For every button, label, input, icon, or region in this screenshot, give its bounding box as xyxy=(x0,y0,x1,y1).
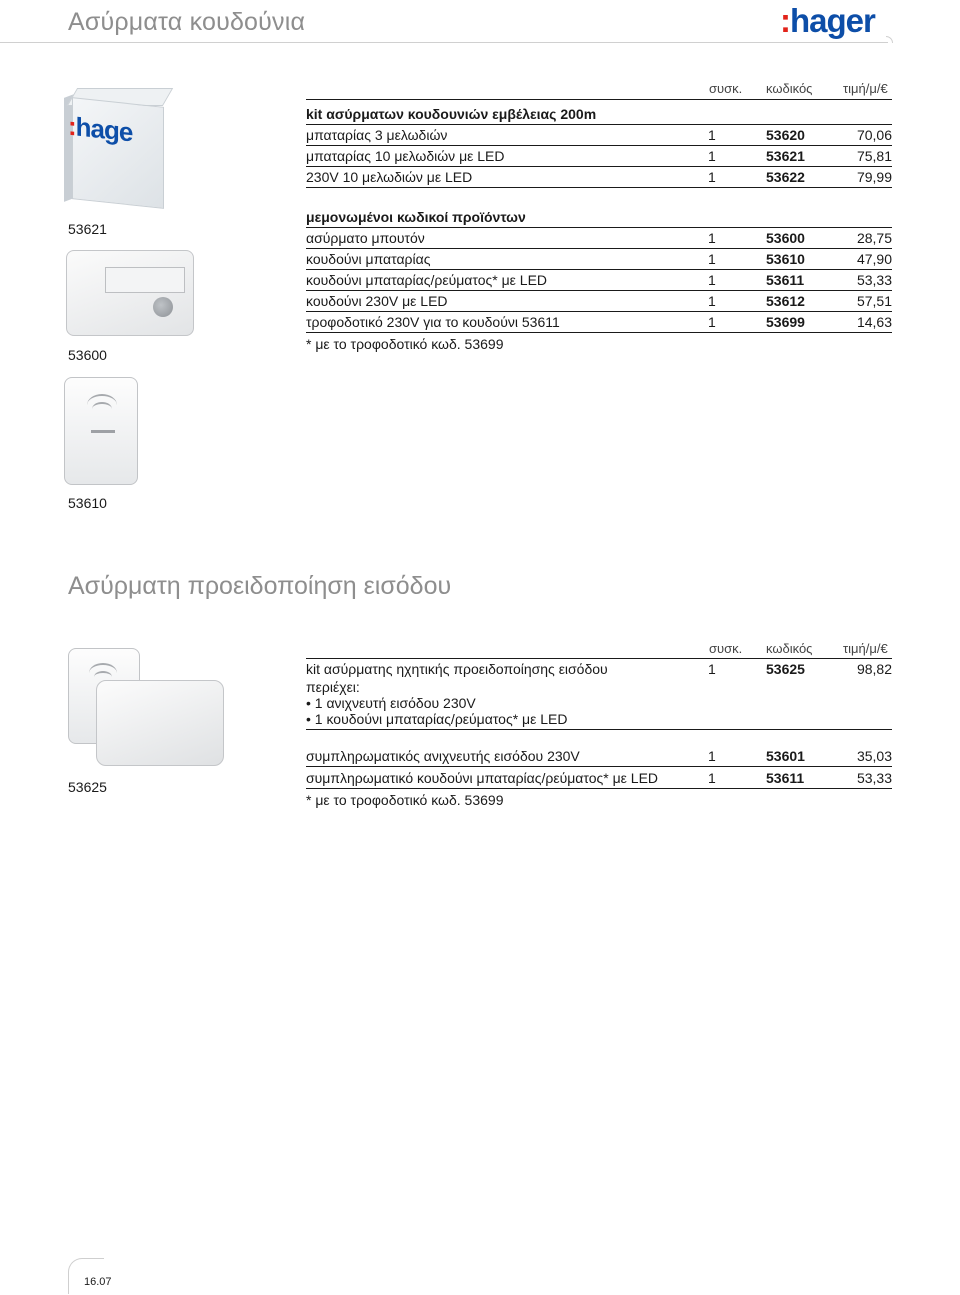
row-code: 53620 xyxy=(766,127,805,143)
row-qty: 1 xyxy=(708,272,716,288)
single-heading: μεμονωμένοι κωδικοί προϊόντων xyxy=(306,209,526,225)
row-code: 53611 xyxy=(766,272,805,288)
col-head-code: κωδικός xyxy=(766,641,813,656)
row-qty: 1 xyxy=(708,251,716,267)
figure-label-entry-kit: 53625 xyxy=(68,779,107,795)
row-qty: 1 xyxy=(708,127,716,143)
row-desc: κουδούνι μπαταρίας xyxy=(306,251,431,267)
row-desc: μπαταρίας 10 μελωδιών με LED xyxy=(306,148,505,164)
kit-box-image xyxy=(64,84,176,206)
chime-53621-image xyxy=(66,250,194,336)
row-price: 47,90 xyxy=(856,251,892,267)
table-row xyxy=(306,291,892,312)
name-slot xyxy=(105,267,185,293)
single-heading-row xyxy=(306,207,892,228)
footnote: * με το τροφοδοτικό κωδ. 53699 xyxy=(306,792,504,808)
figure-label-battery-chime: 53610 xyxy=(68,495,107,511)
row-desc: κουδούνι 230V με LED xyxy=(306,293,448,309)
row-qty: 1 xyxy=(708,314,716,330)
logo-text: hager xyxy=(790,2,875,39)
row-desc: κουδούνι μπαταρίας/ρεύματος* με LED xyxy=(306,272,548,288)
row-code: 53611 xyxy=(766,770,805,786)
kit-heading-row xyxy=(306,104,892,125)
row-desc: τροφοδοτικό 230V για το κουδούνι 53611 xyxy=(306,314,560,330)
row-code: 53621 xyxy=(766,148,805,164)
row-desc: 230V 10 μελωδιών με LED xyxy=(306,169,473,185)
table-row xyxy=(306,312,892,333)
table-row xyxy=(306,146,892,167)
page-number: 16.07 xyxy=(84,1276,112,1288)
row-price: 53,33 xyxy=(856,770,892,786)
footnote: * με το τροφοδοτικό κωδ. 53699 xyxy=(306,336,504,352)
table-row xyxy=(306,270,892,291)
kit-heading: kit ασύρματων κουδουνιών εμβέλειας 200m xyxy=(306,106,597,122)
led-bar xyxy=(91,430,115,433)
table-row xyxy=(306,768,892,789)
contains-item: • 1 ανιχνευτή εισόδου 230V xyxy=(306,695,476,711)
row-code: 53622 xyxy=(766,169,805,185)
box-logo: :hage xyxy=(68,110,133,148)
figure-label-chime: 53621 xyxy=(68,221,107,237)
contains-item: • 1 κουδούνι μπαταρίας/ρεύματος* με LED xyxy=(306,711,568,727)
col-head-price: τιμή/μ/€ xyxy=(843,641,888,656)
col-head-qty: συσκ. xyxy=(709,81,743,96)
row-qty: 1 xyxy=(708,169,716,185)
col-head-price: τιμή/μ/€ xyxy=(843,81,888,96)
header-rule xyxy=(0,42,888,43)
table-row xyxy=(306,125,892,146)
col-head-code: κωδικός xyxy=(766,81,813,96)
section-title: Ασύρματη προειδοποίηση εισόδου xyxy=(68,572,452,600)
row-price: 98,82 xyxy=(856,661,892,677)
row-code: 53610 xyxy=(766,251,805,267)
row-price: 28,75 xyxy=(856,230,892,246)
row-desc: συμπληρωματικός ανιχνευτής εισόδου 230V xyxy=(306,748,580,764)
row-price: 79,99 xyxy=(856,169,892,185)
table-row xyxy=(306,249,892,270)
figure-label-button: 53600 xyxy=(68,347,107,363)
contains-label: περιέχει: xyxy=(306,679,360,695)
row-qty: 1 xyxy=(708,748,716,764)
row-qty: 1 xyxy=(708,148,716,164)
entry-chime-image xyxy=(96,680,224,766)
chime-button xyxy=(153,297,173,317)
row-desc: ασύρματο μπουτόν xyxy=(306,230,425,246)
row-code: 53625 xyxy=(766,661,805,677)
hager-logo: :hager xyxy=(780,2,875,39)
kit-rule xyxy=(306,729,892,730)
row-qty: 1 xyxy=(708,770,716,786)
table-row xyxy=(306,659,892,680)
col-head-qty: συσκ. xyxy=(709,641,743,656)
table-row xyxy=(306,167,892,188)
row-price: 53,33 xyxy=(856,272,892,288)
row-qty: 1 xyxy=(708,293,716,309)
row-price: 75,81 xyxy=(856,148,892,164)
row-qty: 1 xyxy=(708,661,716,677)
row-code: 53600 xyxy=(766,230,805,246)
row-desc: kit ασύρματης ηχητικής προειδοποίησης εισόδου xyxy=(306,661,608,677)
row-price: 14,63 xyxy=(856,314,892,330)
row-code: 53601 xyxy=(766,748,805,764)
row-code: 53612 xyxy=(766,293,805,309)
table-head-rule xyxy=(306,99,892,100)
row-price: 57,51 xyxy=(856,293,892,309)
speaker-icon-inner xyxy=(92,402,112,416)
row-price: 35,03 xyxy=(856,748,892,764)
table-row xyxy=(306,746,892,767)
row-qty: 1 xyxy=(708,230,716,246)
row-desc: μπαταρίας 3 μελωδιών xyxy=(306,127,448,143)
table-row xyxy=(306,228,892,249)
page-title: Ασύρματα κουδούνια xyxy=(68,8,306,36)
row-price: 70,06 xyxy=(856,127,892,143)
header-rule-cap xyxy=(886,36,893,43)
row-code: 53699 xyxy=(766,314,805,330)
battery-chime-53610-image xyxy=(64,377,138,485)
row-desc: συμπληρωματικό κουδούνι μπαταρίας/ρεύματος* με LED xyxy=(306,770,659,786)
